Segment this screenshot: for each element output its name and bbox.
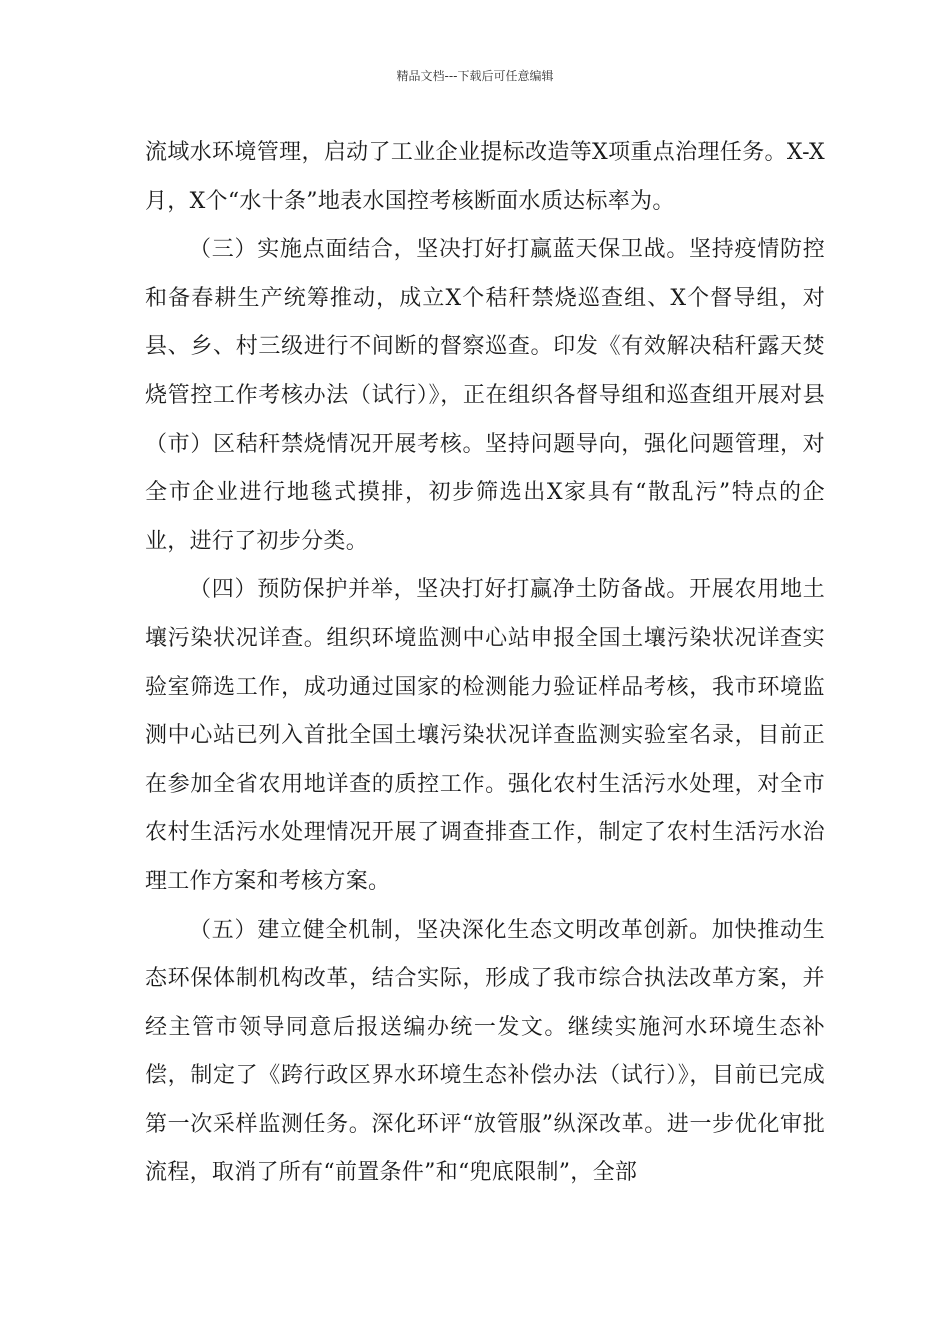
page-header [0,68,950,84]
paragraph-continuation: 流域水环境管理，启动了工业企业提标改造等X项重点治理任务。X-X月，X个“水十条”地表水国控考核断面水质达标率为。 [145,140,825,214]
paragraph-section-4: （四）预防保护并举，坚决打好打赢净土防备战。开展农用地土壤污染状况详查。组织环境监测中心站申报全国土壤污染状况详查实验室筛选工作，成功通过国家的检测能力验证样品考核，我市环境监测中心站已列入首批全国土壤污染状况详查监测实验室名录，目前正在参加全省农用地详查的质控工作。强化农村生活污水处理，对全市农村生活污水处理情况开展了调查排查工作，制定了农村生活污水治理工作方案和考核方案。 [145,577,825,894]
paragraph-section-3: （三）实施点面结合，坚决打好打赢蓝天保卫战。坚持疫情防控和备春耕生产统筹推动，成立X个秸秆禁烧巡查组、X个督导组，对县、乡、村三级进行不间断的督察巡查。印发《有效解决秸秆露天焚烧管控工作考核办法（试行）》，正在组织各督导组和巡查组开展对县（市）区秸秆禁烧情况开展考核。坚持问题导向，强化问题管理，对全市企业进行地毯式摸排，初步筛选出X家具有“散乱污”特点的企业，进行了初步分类。 [145,237,825,554]
document-body [145,129,825,1198]
header-text: 精品文档---下载后可任意编辑 [396,69,554,83]
paragraph-section-5: （五）建立健全机制，坚决深化生态文明改革创新。加快推动生态环保体制机构改革，结合实际，形成了我市综合执法改革方案，并经主管市领导同意后报送编办统一发文。继续实施河水环境生态补偿，制定了《跨行政区界水环境生态补偿办法（试行）》，目前已完成第一次采样监测任务。深化环评“放管服”纵深改革。进一步优化审批流程，取消了所有“前置条件”和“兜底限制”，全部 [145,917,825,1186]
